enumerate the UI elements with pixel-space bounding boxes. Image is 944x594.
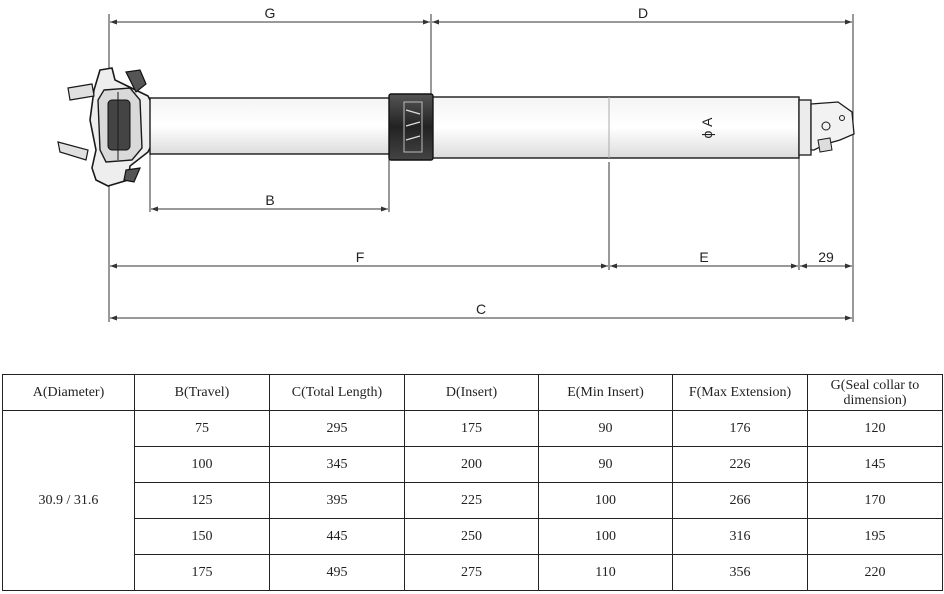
table-row <box>3 483 943 519</box>
table-cell: 90 <box>539 411 673 447</box>
label-e: E <box>699 249 709 265</box>
table-cell: 225 <box>405 483 539 519</box>
table-cell: 220 <box>808 555 943 591</box>
table-header-row <box>3 375 943 411</box>
table-row <box>3 555 943 591</box>
table-cell: 200 <box>405 447 539 483</box>
label-diameter: ϕ A <box>699 117 715 139</box>
table-cell: 316 <box>673 519 808 555</box>
label-f: F <box>355 249 365 265</box>
label-29: 29 <box>818 249 834 265</box>
table-cell: 100 <box>539 483 673 519</box>
table-cell: 226 <box>673 447 808 483</box>
label-d: D <box>637 5 649 21</box>
table-cell: 170 <box>808 483 943 519</box>
header-f: F(Max Extension) <box>673 375 808 411</box>
actuator-end <box>799 100 854 155</box>
table-cell: 445 <box>270 519 405 555</box>
header-b: B(Travel) <box>135 375 270 411</box>
diameter-cell: 30.9 / 31.6 <box>3 411 135 591</box>
table-cell: 195 <box>808 519 943 555</box>
table-cell: 75 <box>135 411 270 447</box>
header-e: E(Min Insert) <box>539 375 673 411</box>
dimension-lines <box>110 22 852 318</box>
table-cell: 110 <box>539 555 673 591</box>
header-c: C(Total Length) <box>270 375 405 411</box>
table-cell: 345 <box>270 447 405 483</box>
table-cell: 266 <box>673 483 808 519</box>
label-g: G <box>264 5 276 21</box>
table-cell: 125 <box>135 483 270 519</box>
table-cell: 175 <box>405 411 539 447</box>
table-cell: 395 <box>270 483 405 519</box>
dimension-labels <box>265 5 834 317</box>
header-a: A(Diameter) <box>3 375 135 411</box>
table-cell: 120 <box>808 411 943 447</box>
seatpost-body <box>58 68 854 186</box>
seal-collar <box>389 94 433 160</box>
table-cell: 90 <box>539 447 673 483</box>
header-g: G(Seal collar to dimension) <box>808 375 943 411</box>
table-row <box>3 519 943 555</box>
table-cell: 250 <box>405 519 539 555</box>
table-row <box>3 411 943 447</box>
lower-tube <box>433 97 799 158</box>
table-row <box>3 447 943 483</box>
table-cell: 176 <box>673 411 808 447</box>
upper-stanchion <box>150 98 390 154</box>
table-cell: 145 <box>808 447 943 483</box>
label-b: B <box>265 192 275 208</box>
table-cell: 275 <box>405 555 539 591</box>
header-d: D(Insert) <box>405 375 539 411</box>
saddle-clamp-head <box>58 68 152 186</box>
extension-lines <box>109 14 853 322</box>
dimension-table <box>2 374 943 591</box>
table-cell: 175 <box>135 555 270 591</box>
table-cell: 356 <box>673 555 808 591</box>
table-cell: 150 <box>135 519 270 555</box>
table-cell: 495 <box>270 555 405 591</box>
table-cell: 295 <box>270 411 405 447</box>
label-c: C <box>475 301 487 317</box>
table-cell: 100 <box>135 447 270 483</box>
table-cell: 100 <box>539 519 673 555</box>
